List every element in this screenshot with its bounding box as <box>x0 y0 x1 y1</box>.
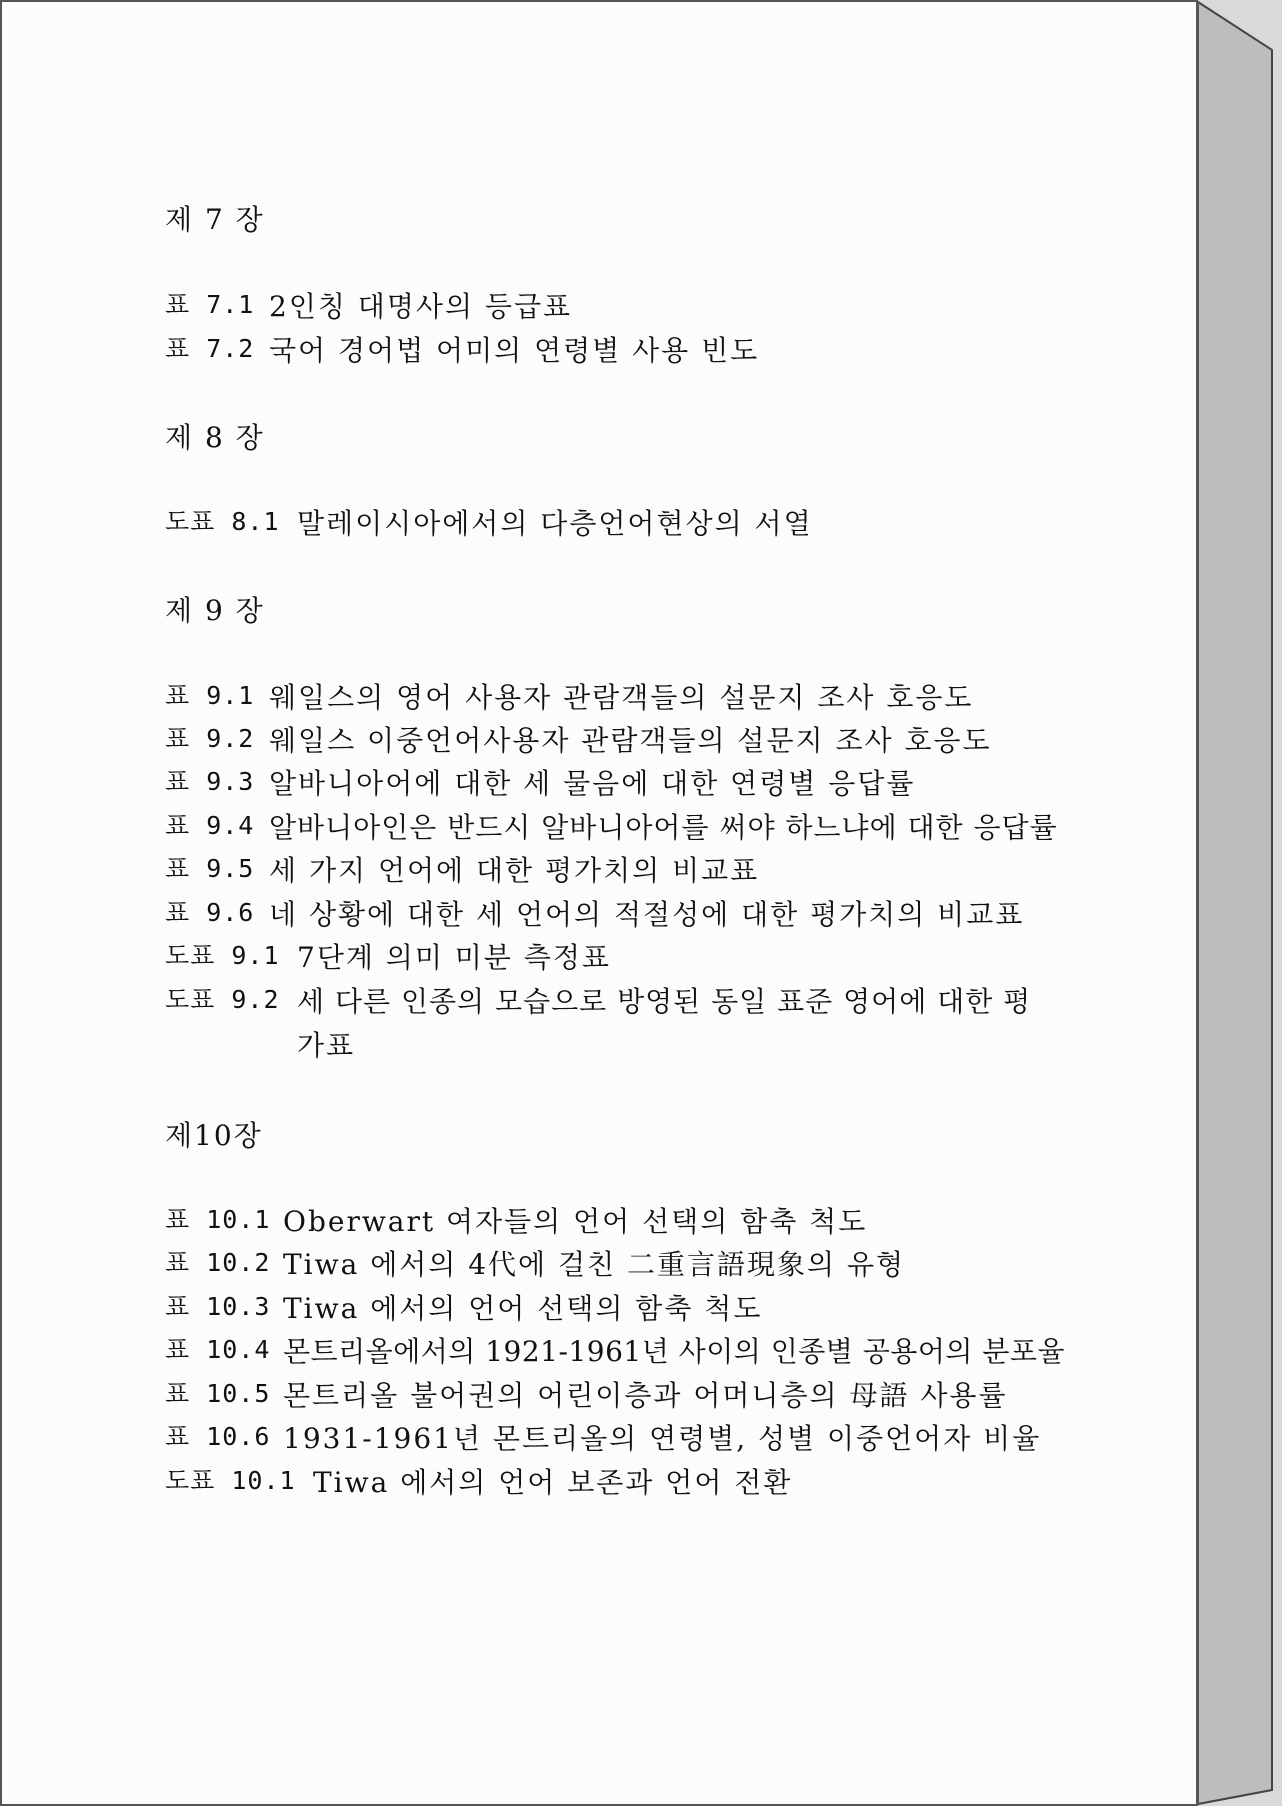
list-item <box>165 806 1065 846</box>
table-title: 국어 경어법 어미의 연령별 사용 빈도 <box>269 334 760 367</box>
list-item <box>165 329 1065 369</box>
chapter-heading: 제 7 장 <box>165 203 265 236</box>
list-item <box>165 1417 1065 1457</box>
figure-label: 도표 10.1 <box>165 1466 296 1495</box>
table-title: 웨일스의 영어 사용자 관람객들의 설문지 조사 호응도 <box>269 681 974 714</box>
list-item <box>165 1200 1065 1240</box>
list-item <box>165 1461 1065 1501</box>
figure-title-continued: 가표 <box>297 1029 356 1062</box>
table-title: Oberwart 여자들의 언어 선택의 함축 척도 <box>283 1205 868 1238</box>
list-item <box>165 1243 1065 1283</box>
figure-title: Tiwa 에서의 언어 보존과 언어 전환 <box>313 1466 793 1499</box>
list-item <box>165 1287 1065 1327</box>
list-item <box>165 936 1065 976</box>
table-label: 표 7.2 <box>165 334 255 363</box>
chapter-heading: 제 8 장 <box>165 421 265 454</box>
figure-label: 도표 9.2 <box>165 985 280 1014</box>
list-item <box>165 980 1065 1064</box>
table-label: 표 9.6 <box>165 898 255 927</box>
table-title: Tiwa 에서의 4代에 걸친 二重言語現象의 유형 <box>283 1248 906 1281</box>
table-label: 표 9.5 <box>165 854 255 883</box>
table-title: 2인칭 대명사의 등급표 <box>269 290 573 323</box>
table-label: 표 10.2 <box>165 1248 271 1277</box>
list-item <box>165 762 1065 802</box>
table-title: 몬트리올 불어권의 어린이층과 어머니층의 母語 사용률 <box>283 1379 1008 1412</box>
table-label: 표 9.2 <box>165 724 255 753</box>
list-item <box>165 676 1065 716</box>
list-item <box>165 1330 1065 1370</box>
chapter-heading: 제 9 장 <box>165 594 265 627</box>
table-title: 알바니아어에 대한 세 물음에 대한 연령별 응답률 <box>269 767 916 800</box>
table-label: 표 9.3 <box>165 767 255 796</box>
table-label: 표 10.3 <box>165 1292 271 1321</box>
chapter-heading: 제10장 <box>165 1119 263 1152</box>
list-item <box>165 285 1065 325</box>
list-item <box>165 849 1065 889</box>
list-item <box>165 1374 1065 1414</box>
table-title: 네 상황에 대한 세 언어의 적절성에 대한 평가치의 비교표 <box>269 898 1025 931</box>
figure-title: 말레이시아에서의 다층언어현상의 서열 <box>297 507 813 540</box>
table-title: Tiwa 에서의 언어 선택의 함축 척도 <box>283 1292 763 1325</box>
table-label: 표 10.5 <box>165 1379 271 1408</box>
list-item <box>165 719 1065 759</box>
table-title: 알바니아인은 반드시 알바니아어를 써야 하느냐에 대한 응답률 <box>269 811 1058 844</box>
table-label: 표 7.1 <box>165 290 255 319</box>
table-title: 웨일스 이중언어사용자 관람객들의 설문지 조사 호응도 <box>269 724 992 757</box>
table-label: 표 10.4 <box>165 1335 271 1364</box>
figure-title: 7단계 의미 미분 측정표 <box>297 941 611 974</box>
table-label: 표 10.6 <box>165 1422 271 1451</box>
table-title: 세 가지 언어에 대한 평가치의 비교표 <box>269 854 760 887</box>
table-title: 몬트리올에서의 1921-1961년 사이의 인종별 공용어의 분포율 <box>283 1335 1065 1368</box>
list-item <box>165 502 1065 542</box>
figure-title: 세 다른 인종의 모습으로 방영된 동일 표준 영어에 대한 평 <box>297 985 1032 1018</box>
table-label: 표 9.4 <box>165 811 255 840</box>
table-label: 표 9.1 <box>165 681 255 710</box>
list-item <box>165 893 1065 933</box>
table-title: 1931-1961년 몬트리올의 연령별, 성별 이중언어자 비율 <box>283 1422 1042 1455</box>
figure-label: 도표 8.1 <box>165 507 280 536</box>
figure-label: 도표 9.1 <box>165 941 280 970</box>
table-label: 표 10.1 <box>165 1205 271 1234</box>
